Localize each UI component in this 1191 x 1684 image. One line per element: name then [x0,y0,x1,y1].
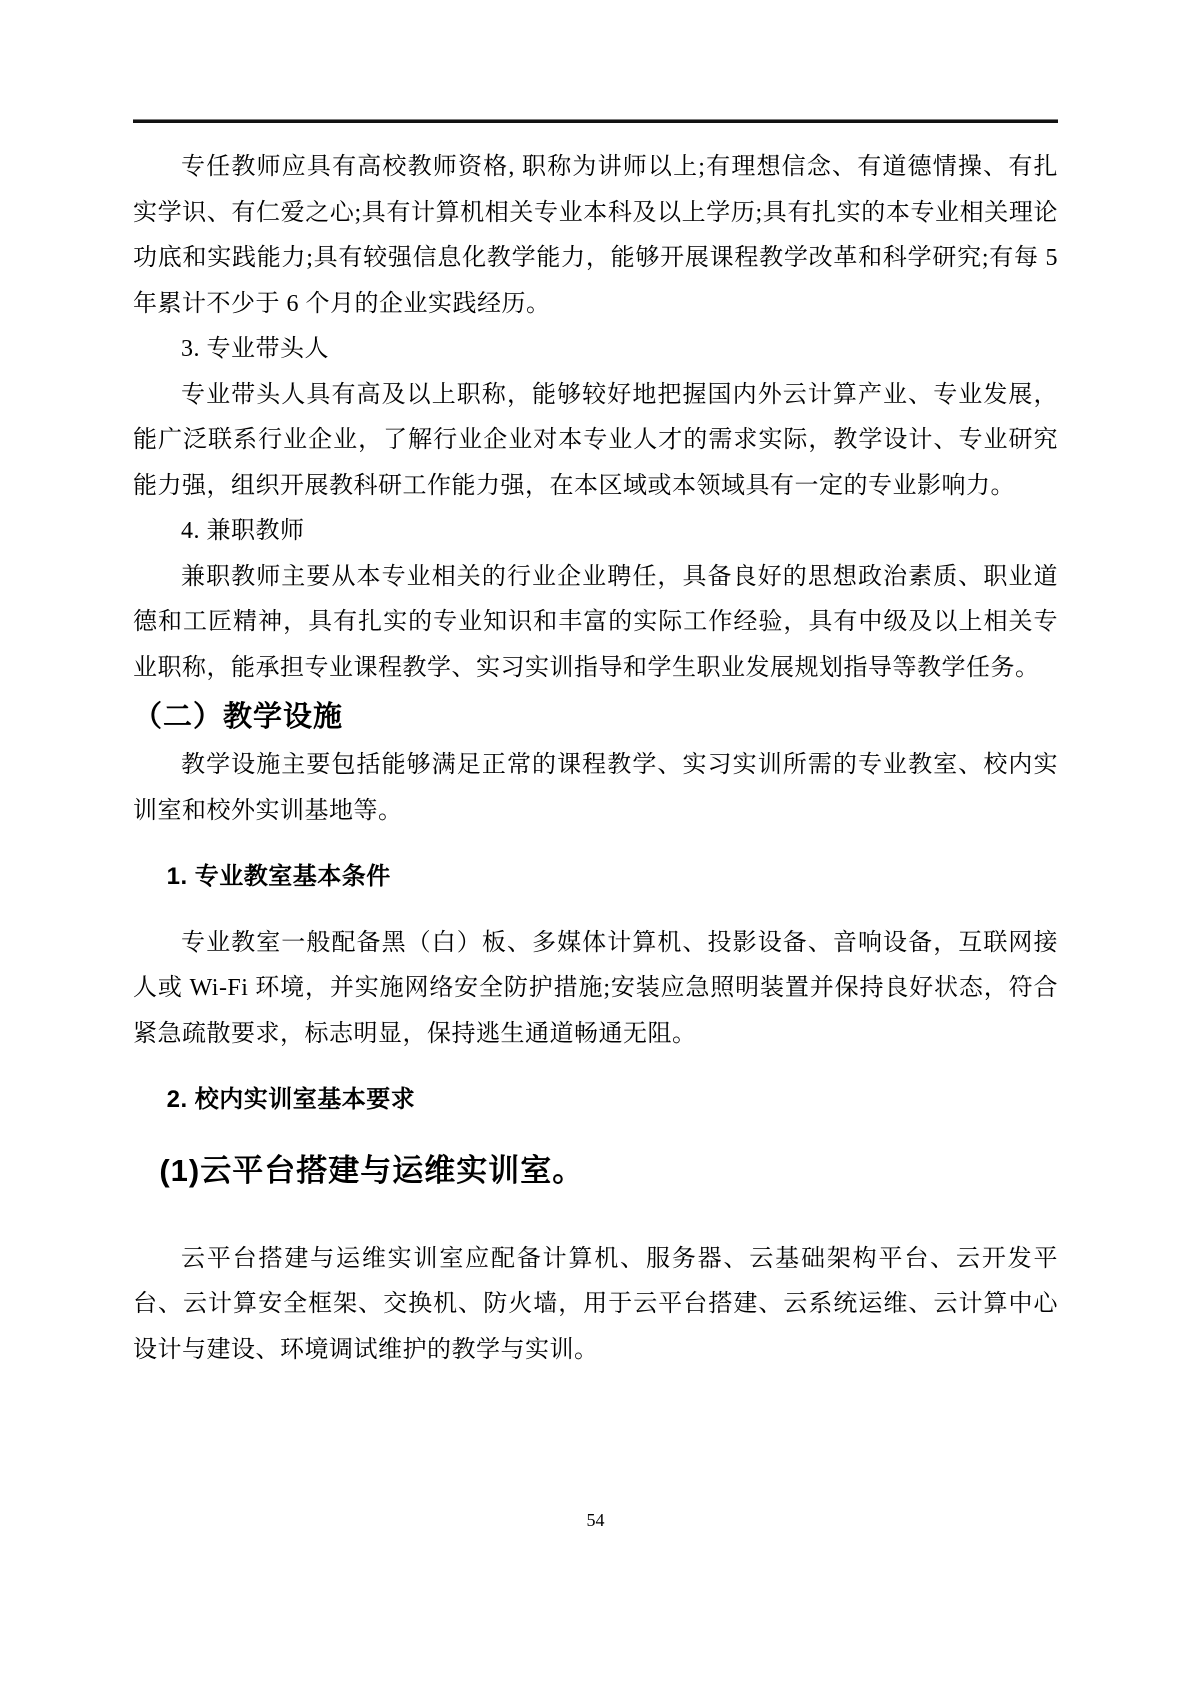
paragraph-cloud-platform-lab-description: 云平台搭建与运维实训室应配备计算机、服务器、云基础架构平台、云开发平台、云计算安全框架、交换机、防火墙，用于云平台搭建、云系统运维、云计算中心设计与建设、环境调试维护的教学与实训。 [133,1245,1058,1363]
list-item-4-heading: 4. 兼职教师 [181,518,305,544]
paragraph-classroom-requirements: 专业教室一般配备黑（白）板、多媒体计算机、投影设备、音响设备，互联网接人或 Wi-Fi 环境，并实施网络安全防护措施;安装应急照明装置并保持良好状态，符合紧急疏散要求，标志明显，保持逃生通道畅通无阻。 [133,929,1058,1047]
header-rule [133,119,1058,123]
page-number: 54 [586,1510,605,1530]
subheading-classroom-conditions: 1. 专业教室基本条件 [166,863,391,890]
paragraph-parttime-teachers: 兼职教师主要从本专业相关的行业企业聘任，具备良好的思想政治素质、职业道德和工匠精神，具有扎实的专业知识和丰富的实际工作经验，具有中级及以上相关专业职称，能承担专业课程教学、实习实训指导和学生职业发展规划指导等教学任务。 [133,563,1058,681]
subheading-campus-training-room: 2. 校内实训室基本要求 [166,1086,416,1113]
list-item-3-heading: 3. 专业带头人 [181,336,329,362]
paragraph-program-leader: 专业带头人具有高及以上职称，能够较好地把握国内外云计算产业、专业发展，能广泛联系行业企业，了解行业企业对本专业人才的需求实际，教学设计、专业研究能力强，组织开展教科研工作能力强，在本区域或本领域具有一定的专业影响力。 [133,381,1058,499]
section-heading-teaching-facilities: （二）教学设施 [133,701,344,733]
paragraph-facilities-intro: 教学设施主要包括能够满足正常的课程教学、实习实训所需的专业教室、校内实训室和校外实训基地等。 [133,752,1058,824]
paragraph-fulltime-teacher-requirements: 专任教师应具有高校教师资格, 职称为讲师以上;有理想信念、有道德情操、有扎实学识、有仁爱之心;具有计算机相关专业本科及以上学历;具有扎实的本专业相关理论功底和实践能力;具有较强信息化教学能力，能够开展课程教学改革和科学研究;有每 5 年累计不少于 6 个月的企业实践经历。 [133,154,1058,317]
heading-cloud-platform-lab: (1)云平台搭建与运维实训室。 [159,1152,585,1188]
